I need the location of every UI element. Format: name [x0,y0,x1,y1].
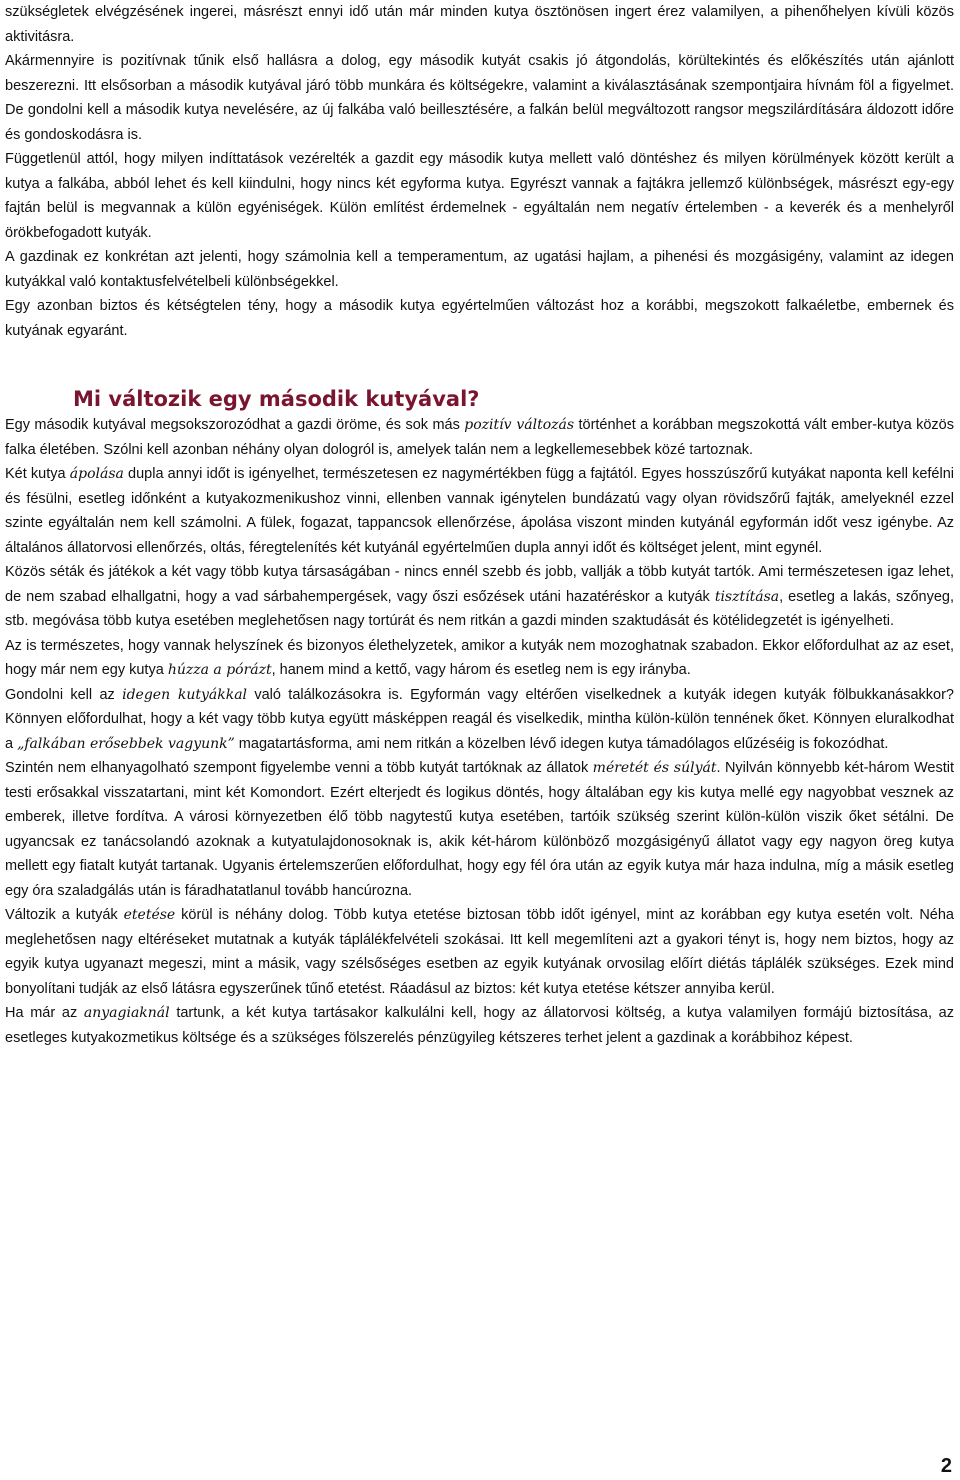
italic-run: anyagiaknál [83,1005,170,1021]
text-run: Egy második kutyával megsokszorozódhat a gazdi öröme, és sok más [5,417,465,433]
italic-run: ápolása [69,466,124,482]
paragraph [5,245,954,294]
paragraph [5,1001,954,1050]
text-run: Közös séták és játékok a két vagy több kutya társaságában - nincs ennél szebb és jobb, vallják a több kutyát tartók. Ami természetesen igaz lehet, de nem szabad elhallgatni, hogy a vad sárbahempergések, vagy őszi esőzések utáni hazatéréskor a kutyák [5,564,954,605]
paragraph [5,462,954,560]
text-run: Az is természetes, hogy vannak helyszínek és bizonyos élethelyzetek, amikor a kutyák nem mozoghatnak szabadon. Ekkor előfordulhat az az eset, hogy már nem egy kutya [5,637,954,678]
paragraph [5,903,954,1001]
text-run: való találkozásokra is. Egyformán vagy eltérően viselkednek a kutyák idegen kutyák fölbukkanásakkor? Könnyen előfordulhat, hogy a két vagy több kutya együtt másképpen reagál és viselkedik, mintha külön-külön tennének őket. Könnyen eluralkodhat a [5,686,954,752]
italic-run: húzza a pórázt [167,662,272,678]
text-run: Függetlenül attól, hogy milyen indíttatások vezérelték a gazdit egy második kutya mellett való döntéshez és milyen körülmények között került a kutya a falkába, abból lehet és kell kiindulni, hogy nincs két egyforma kutya. Egyrészt vannak a fajtákra jellemző különbségek, másrészt egy-egy fajtán belül is megvannak a külön egyéniségek. Külön említést érdemelnek - egyáltalán nem negatív értelemben - a keverék és a menhelyről örökbefogadott kutyák. [5,151,954,241]
text-run: dupla annyi időt is igényelhet, természetesen ez nagymértékben függ a fajtától. Egyes hosszúszőrű kutyákat naponta kell kefélni és fésülni, esetleg időnként a kutyakozmenikushoz vinni, ellenben vannak igénytelen bundázatú vagy olyan rövidszőrű fajták, amelyeknél ezzel szinte egyáltalán nem kell számolni. A fülek, fogazat, tappancsok ellenőrzése, ápolása viszont minden kutyánál egyformán időt vesz igénybe. Az általános állatorvosi ellenőrzés, oltás, féregtelenítés két kutyánál egyértelműen dupla annyi időt és költséget jelent, mint egynél. [5,466,955,556]
italic-run: idegen kutyákkal [122,686,248,703]
intro-section [5,0,954,343]
text-run: Változik a kutyák [5,907,124,923]
text-run: szükségletek elvégzésének ingerei, másrészt ennyi idő után már minden kutya ösztönösen ingert érez valamilyen, a pihenőhelyen kívüli közös aktivitásra. [5,4,954,45]
text-run: körül is néhány dolog. Több kutya etetése biztosan több időt igényel, mint az korábban egy kutya esetén volt. Néha meglehetősen nagy eltéréseket mutatnak a kutyák táplálékfelvételi szokásai. Itt kell megemlíteni azt a gyakori tényt is, hogy nem biztos, hogy az egyik kutya ugyanazt megeszi, mint a másik, vagy szélsőséges esetben az egyik kutyának orvosilag előírt diétás táplálék szükséges. Ezek mind bonyolítani tudják az első látásra egyszerűnek tűnő etetést. Ráadásul az biztos: két kutya etetése kétszer annyiba kerül. [5,907,954,997]
paragraph [5,413,954,462]
paragraph [5,294,954,343]
italic-run: méretét és súlyát [592,760,717,776]
text-run: magatartásforma, ami nem ritkán a közelben lévő idegen kutya támadólagos elűzéséig is fokozódhat. [234,735,889,752]
text-run: Akármennyire is pozitívnak tűnik első hallásra a dolog, egy második kutyát csakis jó átgondolás, körültekintés és előkészítés után ajánlott beszerezni. Itt elsősorban a második kutyával járó több munkára és költségekre, valamint a kiválasztásának szempontjaira hívnám föl a figyelmet. De gondolni kell a második kutya nevelésére, az új falkába való beillesztésére, a falkán belül megváltozott rangsor megszilárdítására áldozott időre és gondoskodásra is. [5,53,954,143]
text-run: Szintén nem elhanyagolható szempont figyelembe venni a több kutyát tartóknak az állatok [5,760,593,776]
italic-run: „falkában erősebbek vagyunk” [17,735,235,752]
section-heading: Mi változik egy második kutyával? [73,387,480,411]
italic-run: etetése [123,907,176,923]
paragraph [5,49,954,147]
text-run: A gazdinak ez konkrétan azt jelenti, hogy számolnia kell a temperamentum, az ugatási hajlam, a pihenési és mozgásigény, valamint az idegen kutyákkal való kontaktusfelvételbeli különbségekkel. [5,249,954,290]
text-run: Két kutya [5,466,70,482]
page-number: 2 [940,1454,952,1477]
text-run: , esetleg a lakás, szőnyeg, stb. megóvása több kutya esetében meglehetősen nagy tortúrát és nem ritkán a gazdi minden szaktudását és kötélidegzetét is igényelheti. [5,588,954,629]
text-run: tartunk, a két kutya tartásakor kalkulálni kell, hogy az állatorvosi költség, a kutya valamilyen formájú biztosítása, az esetleges kutyakozmetikus költsége és a szükséges fölszerelés pénzügyileg kétszeres terhet jelent a gazdinak a korábbihoz képest. [5,1005,954,1046]
paragraph [5,147,954,245]
paragraph [5,756,954,903]
paragraph [5,560,954,634]
body-section [5,413,954,1050]
text-run: történhet a korábban megszokottá vált ember-kutya közös falka életében. Szólni kell azonban néhány olyan dologról is, amelyek talán nem a legkellemesebbek közé tartoznak. [5,417,954,458]
paragraph [5,683,954,757]
text-run: Gondolni kell az [5,686,123,703]
text-run: , hanem mind a kettő, vagy három és esetleg nem is egy irányba. [271,662,691,678]
text-run: Ha már az [5,1005,84,1021]
paragraph [5,634,954,683]
italic-run: tisztítása [714,588,780,605]
paragraph [5,0,954,49]
italic-run: pozitív változás [464,417,575,433]
text-run: . Nyilván könnyebb két-három Westit testi erősakkal visszatartani, mint két Komondort. Ezért elterjedt és logikus döntés, hogy általában egy kis kutya mellé egy nagyobbat vesznek az emberek, illetve fordítva. A városi környezetben élő több nagytestű kutya esetében, tartóik szükség szerint külön-külön viszik őket sétálni. De ugyancsak ez tanácsolandó azoknak a kutyatulajdonosoknak is, akik két-három különböző mozgásigényű állatot vagy egy nagyon öreg kutya mellett egy fiatalt kutyát tartanak. Ugyanis értelemszerűen előfordulhat, hogy egy fél óra után az egyik kutya már haza indulna, míg a másik esetleg egy óra szaladgálás után is fáradhatatlanul tovább hancúrozna. [5,760,954,899]
text-run: Egy azonban biztos és kétségtelen tény, hogy a második kutya egyértelműen változást hoz a korábbi, megszokott falkaéletbe, embernek és kutyának egyaránt. [5,298,954,339]
